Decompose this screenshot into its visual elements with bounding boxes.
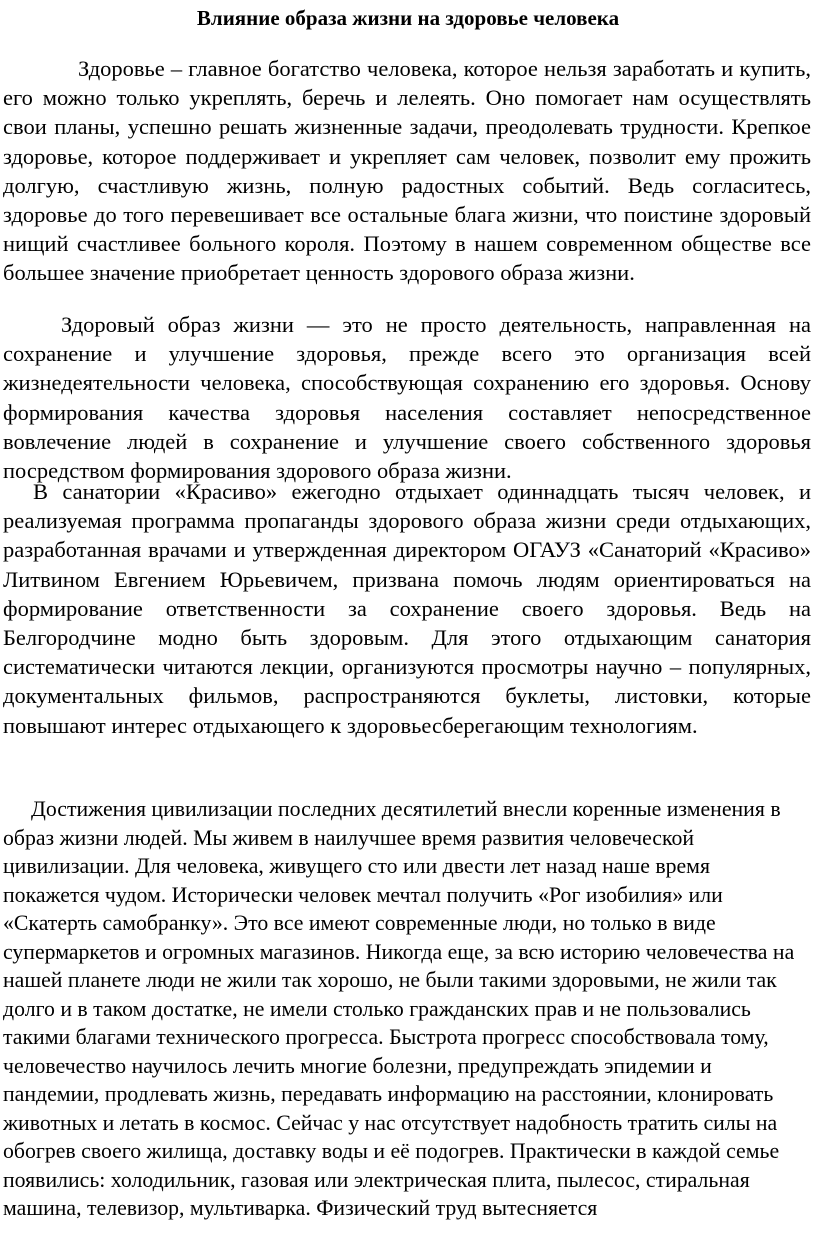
- paragraph-healthy-lifestyle: Здоровый образ жизни — это не просто деятельность, направленная на сохранение и улучшение здоровья, прежде всего это организация всей жизнедеятельности человека, способствующая сохранению его здоровья. Основу формирования качества здоровья населения составляет непосредственное вовлечение людей в сохранение и улучшение своего собственного здоровья посредством формирования здорового образа жизни.: [3, 312, 811, 484]
- paragraph-sanatorium-program: В санатории «Красиво» ежегодно отдыхает одиннадцать тысяч человек, и реализуемая программа пропаганды здорового образа жизни среди отдыхающих, разработанная врачами и утвержденная директором ОГАУЗ «Санаторий «Красиво» Литвином Евгением Юрьевичем, призвана помочь людям ориентироваться на формирование ответственности за сохранение своего здоровья. Ведь на Белгородчине модно быть здоровым. Для этого отдыхающим санатория систематически читаются лекции, организуются просмотры научно – популярных, документальных фильмов, распространяются буклеты, листовки, которые повышают интерес отдыхающего к здоровьесберегающим технологиям.: [3, 479, 811, 738]
- paragraph-civilization-achievements: Достижения цивилизации последних десятилетий внесли коренные изменения в образ жизни людей. Мы живем в наилучшее время развития человеческой цивилизации. Для человека, живущего сто или двести лет назад наше время покажется чудом. Исторически человек мечтал получить «Рог изобилия» или «Скатерть самобранку». Это все имеют современные люди, но только в виде супермаркетов и огромных магазинов. Никогда еще, за всю историю человечества на нашей планете люди не жили так хорошо, не были такими здоровыми, не жили так долго и в таком достатке, не имели столько гражданских прав и не пользовались такими благами технического прогресса. Быстрота прогресс способствовала тому, человечество научилось лечить многие болезни, предупреждать эпидемии и пандемии, продлевать жизнь, передавать информацию на расстоянии, клонировать животных и летать в космос. Сейчас у нас отсутствует надобность тратить силы на обогрев своего жилища, доставку воды и её подогрев. Практически в каждой семье появились: холодильник, газовая или электрическая плита, пылесос, стиральная машина, телевизор, мультиварка. Физический труд вытесняется: [3, 797, 795, 1220]
- paragraph-health-value: Здоровье – главное богатство человека, которое нельзя заработать и купить, его можно только укреплять, беречь и лелеять. Оно помогает нам осуществлять свои планы, успешно решать жизненные задачи, преодолевать трудности. Крепкое здоровье, которое поддерживает и укрепляет сам человек, позволит ему прожить долгую, счастливую жизнь, полную радостных событий. Ведь согласитесь, здоровье до того перевешивает все остальные блага жизни, что поистине здоровый нищий счастливее больного короля. Поэтому в нашем современном обществе все большее значение приобретает ценность здорового образа жизни.: [3, 56, 811, 286]
- document-title: Влияние образа жизни на здоровье человека: [196, 6, 620, 30]
